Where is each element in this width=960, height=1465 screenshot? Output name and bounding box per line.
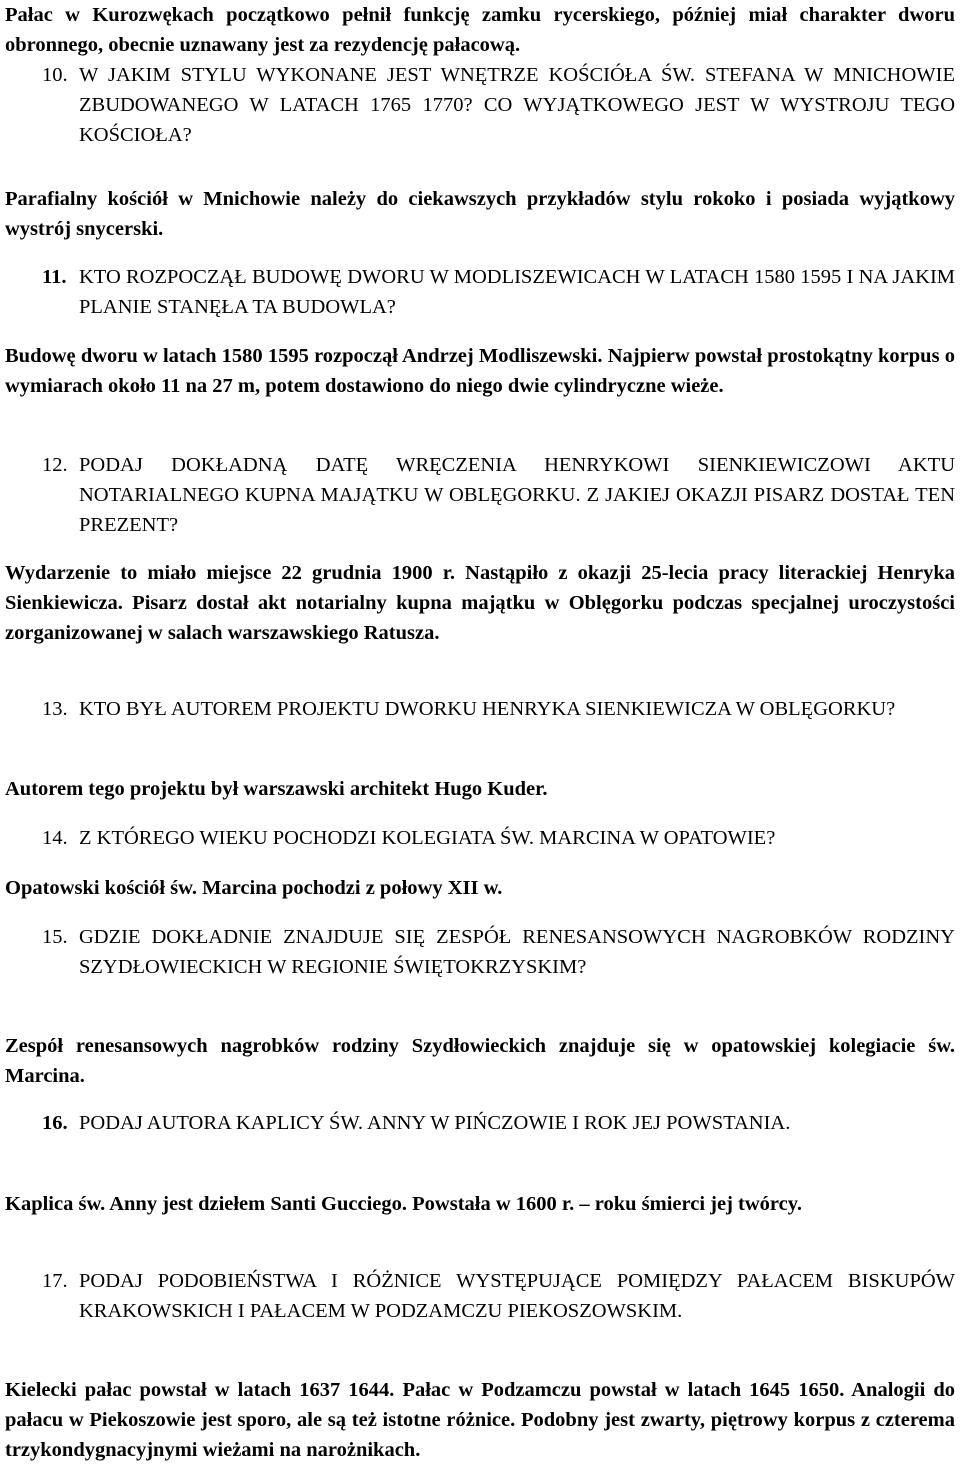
question-10: [5, 60, 955, 150]
answer-14: Opatowski kościół św. Marcina pochodzi z połowy XII w.: [5, 877, 503, 899]
question-text: KTO BYŁ AUTOREM PROJEKTU DWORKU HENRYKA SIENKIEWICZA W OBLĘGORKU?: [79, 698, 896, 720]
answer-11: Budowę dworu w latach 1580 1595 rozpoczął Andrzej Modliszewski. Najpierw powstał prostokątny korpus o wymiarach około 11 na 27 m, potem dostawiono do niego dwie cylindryczne wieże.: [5, 345, 955, 397]
question-number: 12.: [42, 454, 68, 476]
question-number: 11.: [42, 266, 67, 288]
question-text: GDZIE DOKŁADNIE ZNAJDUJE SIĘ ZESPÓŁ RENESANSOWYCH NAGROBKÓW RODZINY SZYDŁOWIECKICH W REGIONIE ŚWIĘTOKRZYSKIM?: [79, 926, 955, 978]
question-text: PODAJ DOKŁADNĄ DATĘ WRĘCZENIA HENRYKOWI SIENKIEWICZOWI AKTU NOTARIALNEGO KUPNA MAJĄTKU W OBLĘGORKU. Z JAKIEJ OKAZJI PISARZ DOSTAŁ TEN PREZENT?: [79, 454, 955, 536]
question-text: W JAKIM STYLU WYKONANE JEST WNĘTRZE KOŚCIÓŁA ŚW. STEFANA W MNICHOWIE ZBUDOWANEGO W LATACH 1765 1770? CO WYJĄTKOWEGO JEST W WYSTROJU TEGO KOŚCIOŁA?: [79, 64, 955, 146]
answer-15: Zespół renesansowych nagrobków rodziny Szydłowieckich znajduje się w opatowskiej kolegiacie św. Marcina.: [5, 1035, 955, 1087]
question-16: [5, 1108, 955, 1138]
question-text: PODAJ AUTORA KAPLICY ŚW. ANNY W PIŃCZOWIE I ROK JEJ POWSTANIA.: [79, 1112, 791, 1134]
question-number: 15.: [42, 926, 68, 948]
answer-17: Kielecki pałac powstał w latach 1637 1644. Pałac w Podzamczu powstał w latach 1645 1650. Analogii do pałacu w Piekoszowie jest sporo, ale są też istotne różnice. Podobny jest zwarty, piętrowy korpus z czterema trzykondygnacyjnymi wieżami na narożnikach.: [5, 1379, 955, 1461]
question-text: Z KTÓREGO WIEKU POCHODZI KOLEGIATA ŚW. MARCINA W OPATOWIE?: [79, 827, 776, 849]
answer-13: Autorem tego projektu był warszawski architekt Hugo Kuder.: [5, 778, 548, 800]
question-15: [5, 922, 955, 982]
question-12: [5, 450, 955, 540]
question-text: KTO ROZPOCZĄŁ BUDOWĘ DWORU W MODLISZEWICACH W LATACH 1580 1595 I NA JAKIM PLANIE STANĘŁA TA BUDOWLA?: [79, 266, 955, 318]
answer-16: Kaplica św. Anny jest dziełem Santi Gucciego. Powstała w 1600 r. – roku śmierci jej twórcy.: [5, 1193, 802, 1215]
intro-paragraph: Pałac w Kurozwękach początkowo pełnił funkcję zamku rycerskiego, później miał charakter dworu obronnego, obecnie uznawany jest za rezydencję pałacową.: [5, 4, 955, 56]
question-number: 10.: [42, 64, 68, 86]
question-14: [5, 823, 955, 853]
question-text: PODAJ PODOBIEŃSTWA I RÓŻNICE WYSTĘPUJĄCE POMIĘDZY PAŁACEM BISKUPÓW KRAKOWSKICH I PAŁACEM W PODZAMCZU PIEKOSZOWSKIM.: [79, 1270, 955, 1322]
question-number: 16.: [42, 1112, 68, 1134]
answer-12: Wydarzenie to miało miejsce 22 grudnia 1900 r. Nastąpiło z okazji 25-lecia pracy literackiej Henryka Sienkiewicza. Pisarz dostał akt notarialny kupna majątku w Oblęgorku podczas specjalnej uroczystości zorganizowanej w salach warszawskiego Ratusza.: [5, 562, 955, 644]
question-11: [5, 262, 955, 322]
question-number: 14.: [42, 827, 68, 849]
question-13: [5, 694, 955, 724]
answer-10: Parafialny kościół w Mnichowie należy do ciekawszych przykładów stylu rokoko i posiada wyjątkowy wystrój snycerski.: [5, 188, 955, 240]
question-17: [5, 1266, 955, 1326]
question-number: 17.: [42, 1270, 68, 1292]
question-number: 13.: [42, 698, 68, 720]
